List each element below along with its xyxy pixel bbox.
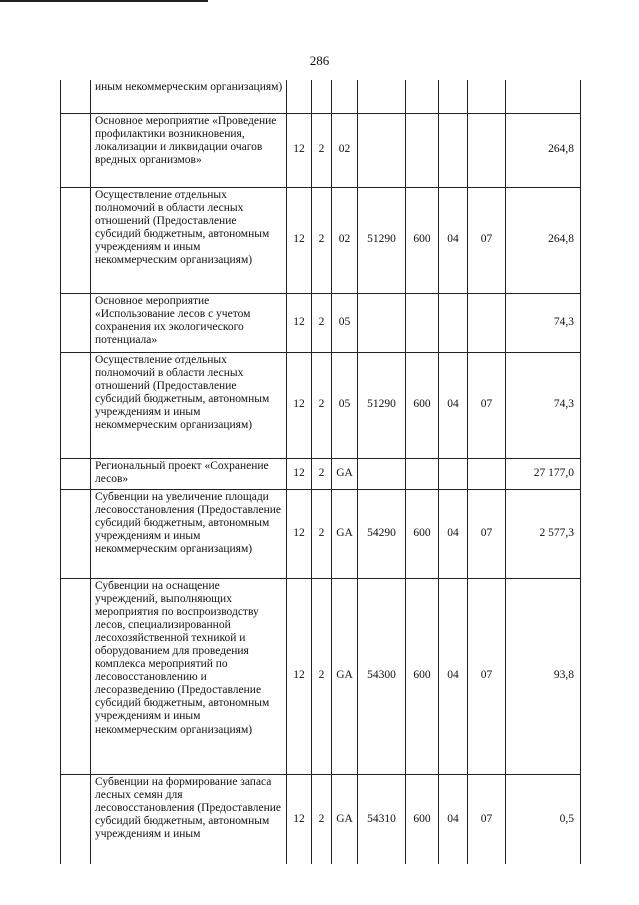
subprogram-code-cell: 2: [312, 578, 332, 774]
measure-code-cell: GA: [332, 489, 358, 578]
direction-code-cell: 51290: [358, 352, 406, 458]
division-code-cell: [439, 458, 468, 489]
row-number-cell: [61, 578, 91, 774]
division-code-cell: [439, 80, 468, 113]
measure-code-cell: GA: [332, 578, 358, 774]
row-number-cell: [61, 80, 91, 113]
table-row: [61, 774, 581, 864]
row-number-cell: [61, 187, 91, 293]
measure-code-cell: 02: [332, 187, 358, 293]
subprogram-code-cell: 2: [312, 352, 332, 458]
row-number-cell: [61, 113, 91, 187]
subdivision-code-cell: 07: [468, 489, 506, 578]
subprogram-code-cell: 2: [312, 293, 332, 352]
row-name-cell: Субвенции на увеличение площади лесовосстановления (Предоставление субсидий бюджетным, автономным учреждениям и иным некоммерческим организациям): [91, 489, 287, 578]
row-number-cell: [61, 489, 91, 578]
direction-code-cell: [358, 458, 406, 489]
row-name-cell: Региональный проект «Сохранение лесов»: [91, 458, 287, 489]
table-row: [61, 458, 581, 489]
section-code-cell: [287, 80, 312, 113]
section-code-cell: 12: [287, 293, 312, 352]
table-row: [61, 293, 581, 352]
division-code-cell: 04: [439, 352, 468, 458]
amount-cell: 264,8: [506, 187, 581, 293]
measure-code-cell: GA: [332, 458, 358, 489]
subdivision-code-cell: 07: [468, 352, 506, 458]
amount-cell: 27 177,0: [506, 458, 581, 489]
subdivision-code-cell: 07: [468, 187, 506, 293]
subprogram-code-cell: 2: [312, 113, 332, 187]
section-code-cell: 12: [287, 352, 312, 458]
measure-code-cell: [332, 80, 358, 113]
subprogram-code-cell: 2: [312, 489, 332, 578]
expense-type-cell: 600: [406, 352, 439, 458]
row-name-cell: иным некоммерческим организациям): [91, 80, 287, 113]
subdivision-code-cell: 07: [468, 578, 506, 774]
amount-cell: 0,5: [506, 774, 581, 864]
expense-type-cell: [406, 293, 439, 352]
row-number-cell: [61, 293, 91, 352]
direction-code-cell: [358, 113, 406, 187]
subprogram-code-cell: 2: [312, 774, 332, 864]
subdivision-code-cell: [468, 458, 506, 489]
row-name-cell: Основное мероприятие «Проведение профилактики возникновения, локализации и ликвидации очагов вредных организмов»: [91, 113, 287, 187]
table-row: [61, 352, 581, 458]
subprogram-code-cell: 2: [312, 187, 332, 293]
measure-code-cell: 05: [332, 293, 358, 352]
row-name-cell: Осуществление отдельных полномочий в области лесных отношений (Предоставление субсидий бюджетным, автономным учреждениям и иным некоммерческим организациям): [91, 187, 287, 293]
table-row: [61, 80, 581, 113]
row-number-cell: [61, 458, 91, 489]
amount-cell: [506, 80, 581, 113]
measure-code-cell: GA: [332, 774, 358, 864]
direction-code-cell: [358, 80, 406, 113]
measure-code-cell: 02: [332, 113, 358, 187]
row-name-cell: Субвенции на формирование запаса лесных семян для лесовосстановления (Предоставление субсидий бюджетным, автономным учреждениям и иным: [91, 774, 287, 864]
section-code-cell: 12: [287, 489, 312, 578]
division-code-cell: [439, 113, 468, 187]
subprogram-code-cell: 2: [312, 458, 332, 489]
division-code-cell: 04: [439, 578, 468, 774]
table-row: [61, 489, 581, 578]
page-number: 286: [309, 53, 330, 68]
row-name-cell: Осуществление отдельных полномочий в области лесных отношений (Предоставление субсидий бюджетным, автономным учреждениям и иным некоммерческим организациям): [91, 352, 287, 458]
table-row: [61, 578, 581, 774]
amount-cell: 74,3: [506, 352, 581, 458]
row-name-cell: Основное мероприятие «Использование лесов с учетом сохранения их экологического потенциала»: [91, 293, 287, 352]
direction-code-cell: 54310: [358, 774, 406, 864]
amount-cell: 93,8: [506, 578, 581, 774]
section-code-cell: 12: [287, 578, 312, 774]
subdivision-code-cell: [468, 293, 506, 352]
direction-code-cell: [358, 293, 406, 352]
direction-code-cell: 54290: [358, 489, 406, 578]
amount-cell: 264,8: [506, 113, 581, 187]
table-row: [61, 113, 581, 187]
subdivision-code-cell: [468, 80, 506, 113]
expense-type-cell: 600: [406, 187, 439, 293]
expense-type-cell: [406, 80, 439, 113]
division-code-cell: 04: [439, 187, 468, 293]
division-code-cell: 04: [439, 774, 468, 864]
amount-cell: 2 577,3: [506, 489, 581, 578]
expense-type-cell: 600: [406, 489, 439, 578]
expense-type-cell: [406, 113, 439, 187]
amount-cell: 74,3: [506, 293, 581, 352]
subprogram-code-cell: [312, 80, 332, 113]
section-code-cell: 12: [287, 187, 312, 293]
subdivision-code-cell: [468, 113, 506, 187]
budget-table-body: [61, 80, 581, 864]
section-code-cell: 12: [287, 113, 312, 187]
expense-type-cell: [406, 458, 439, 489]
scan-top-border-line: [0, 0, 208, 2]
division-code-cell: 04: [439, 489, 468, 578]
expense-type-cell: 600: [406, 578, 439, 774]
direction-code-cell: 54300: [358, 578, 406, 774]
section-code-cell: 12: [287, 458, 312, 489]
measure-code-cell: 05: [332, 352, 358, 458]
budget-table: [60, 80, 581, 864]
direction-code-cell: 51290: [358, 187, 406, 293]
expense-type-cell: 600: [406, 774, 439, 864]
subdivision-code-cell: 07: [468, 774, 506, 864]
row-number-cell: [61, 774, 91, 864]
division-code-cell: [439, 293, 468, 352]
table-row: [61, 187, 581, 293]
row-name-cell: Субвенции на оснащение учреждений, выполняющих мероприятия по воспроизводству лесов, специализированной лесохозяйственной техникой и оборудованием для проведения комплекса мероприятий по лесовосстановлению и лесоразведению (Предоставление субсидий бюджетным, автономным учреждениям и иным некоммерческим организациям): [91, 578, 287, 774]
row-number-cell: [61, 352, 91, 458]
section-code-cell: 12: [287, 774, 312, 864]
